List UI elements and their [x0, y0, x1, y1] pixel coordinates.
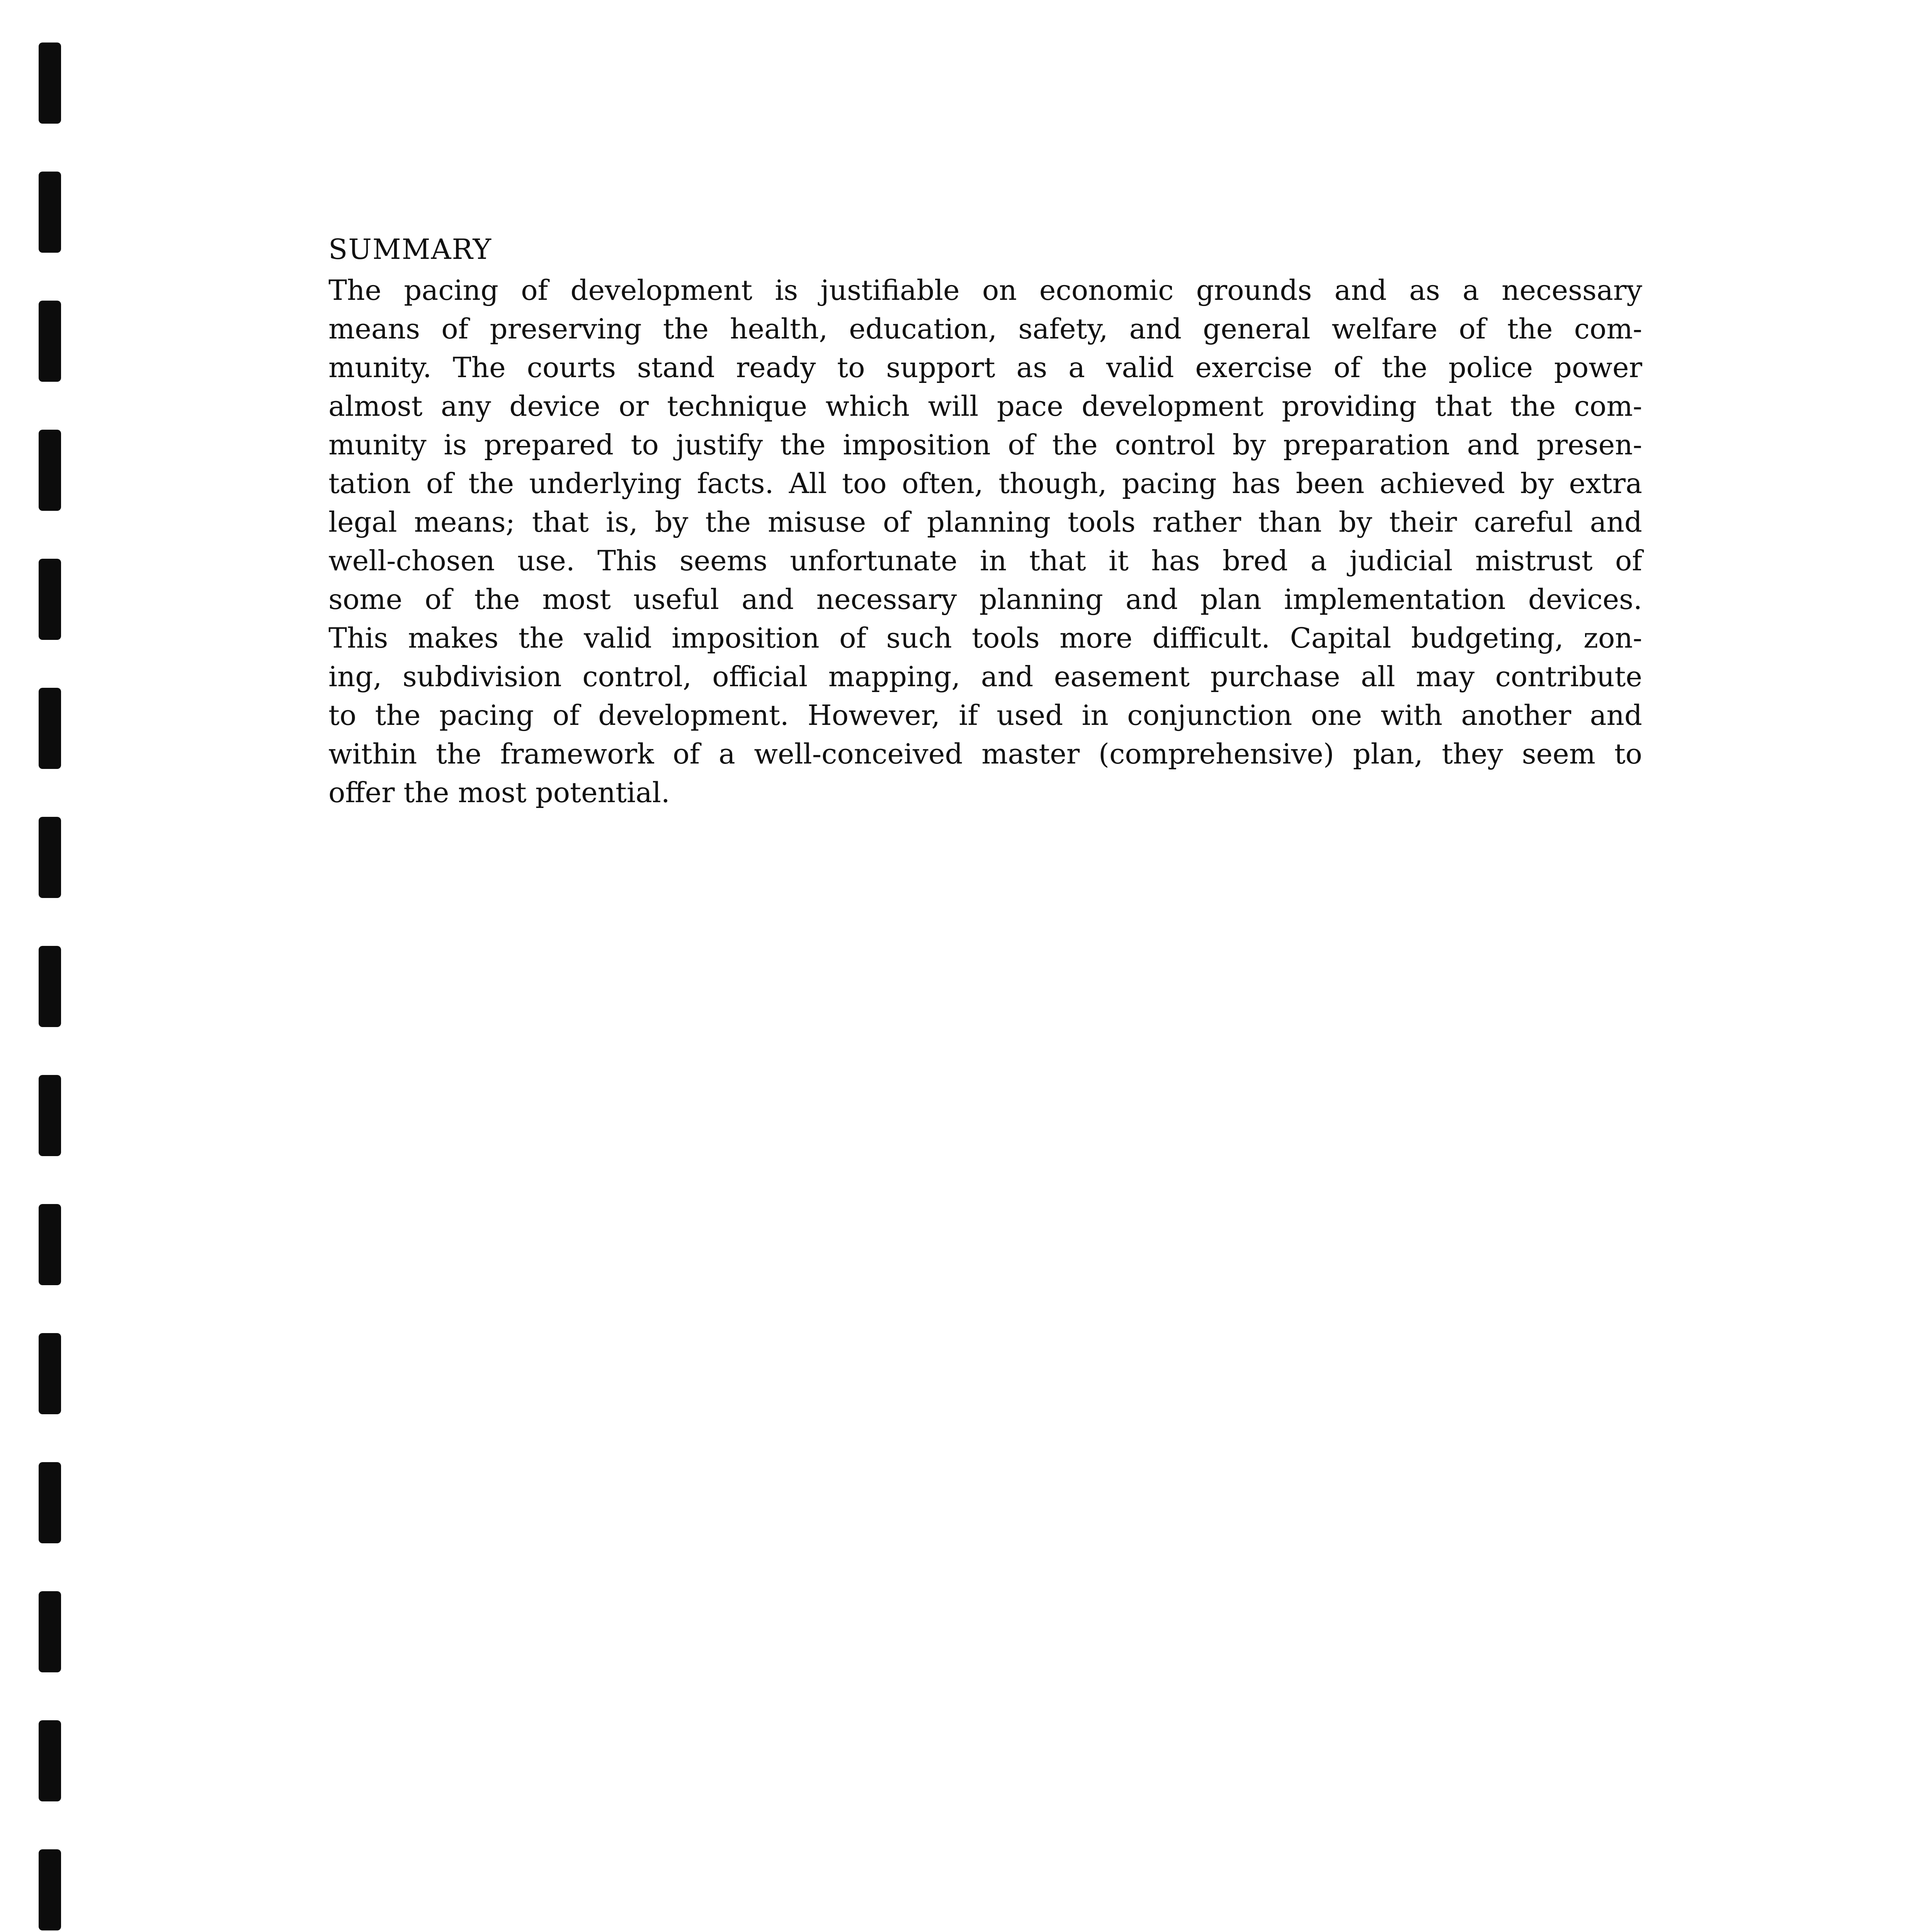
summary-line: means of preserving the health, education, safety, and general welfare of the com- — [328, 313, 1642, 345]
binding-hole — [39, 817, 61, 898]
summary-line: The pacing of development is justifiable on economic grounds and as a necessary — [328, 274, 1642, 306]
binding-hole — [39, 559, 61, 640]
summary-line: munity. The courts stand ready to support as a valid exercise of the police power — [328, 351, 1642, 384]
summary-line: legal means; that is, by the misuse of planning tools rather than by their careful and — [328, 506, 1642, 538]
binding-hole — [39, 172, 61, 253]
binding-holes — [39, 0, 66, 1932]
summary-body — [328, 271, 1642, 812]
summary-line: almost any device or technique which will pace development providing that the com- — [328, 390, 1642, 422]
binding-hole — [39, 1720, 61, 1801]
section-heading: SUMMARY — [328, 233, 492, 265]
summary-section — [328, 230, 1642, 812]
summary-line: ing, subdivision control, official mapping, and easement purchase all may contribute — [328, 660, 1642, 693]
binding-hole — [39, 1462, 61, 1543]
binding-hole — [39, 1075, 61, 1156]
binding-hole — [39, 1591, 61, 1672]
binding-hole — [39, 1849, 61, 1930]
binding-hole — [39, 1333, 61, 1414]
summary-line: within the framework of a well-conceived master (comprehensive) plan, they seem to — [328, 738, 1642, 770]
binding-hole — [39, 43, 61, 124]
summary-line: This makes the valid imposition of such tools more difficult. Capital budgeting, zon- — [328, 622, 1642, 654]
summary-line: to the pacing of development. However, if used in conjunction one with another and — [328, 699, 1642, 731]
binding-hole — [39, 946, 61, 1027]
summary-line: munity is prepared to justify the imposition of the control by preparation and presen- — [328, 429, 1642, 461]
summary-line: well-chosen use. This seems unfortunate in that it has bred a judicial mistrust of — [328, 544, 1642, 577]
binding-hole — [39, 301, 61, 382]
binding-hole — [39, 430, 61, 511]
binding-hole — [39, 688, 61, 769]
summary-line: offer the most potential. — [328, 776, 670, 809]
summary-line: some of the most useful and necessary planning and plan implementation devices. — [328, 583, 1642, 616]
summary-line: tation of the underlying facts. All too often, though, pacing has been achieved by extra — [328, 467, 1642, 500]
binding-hole — [39, 1204, 61, 1285]
